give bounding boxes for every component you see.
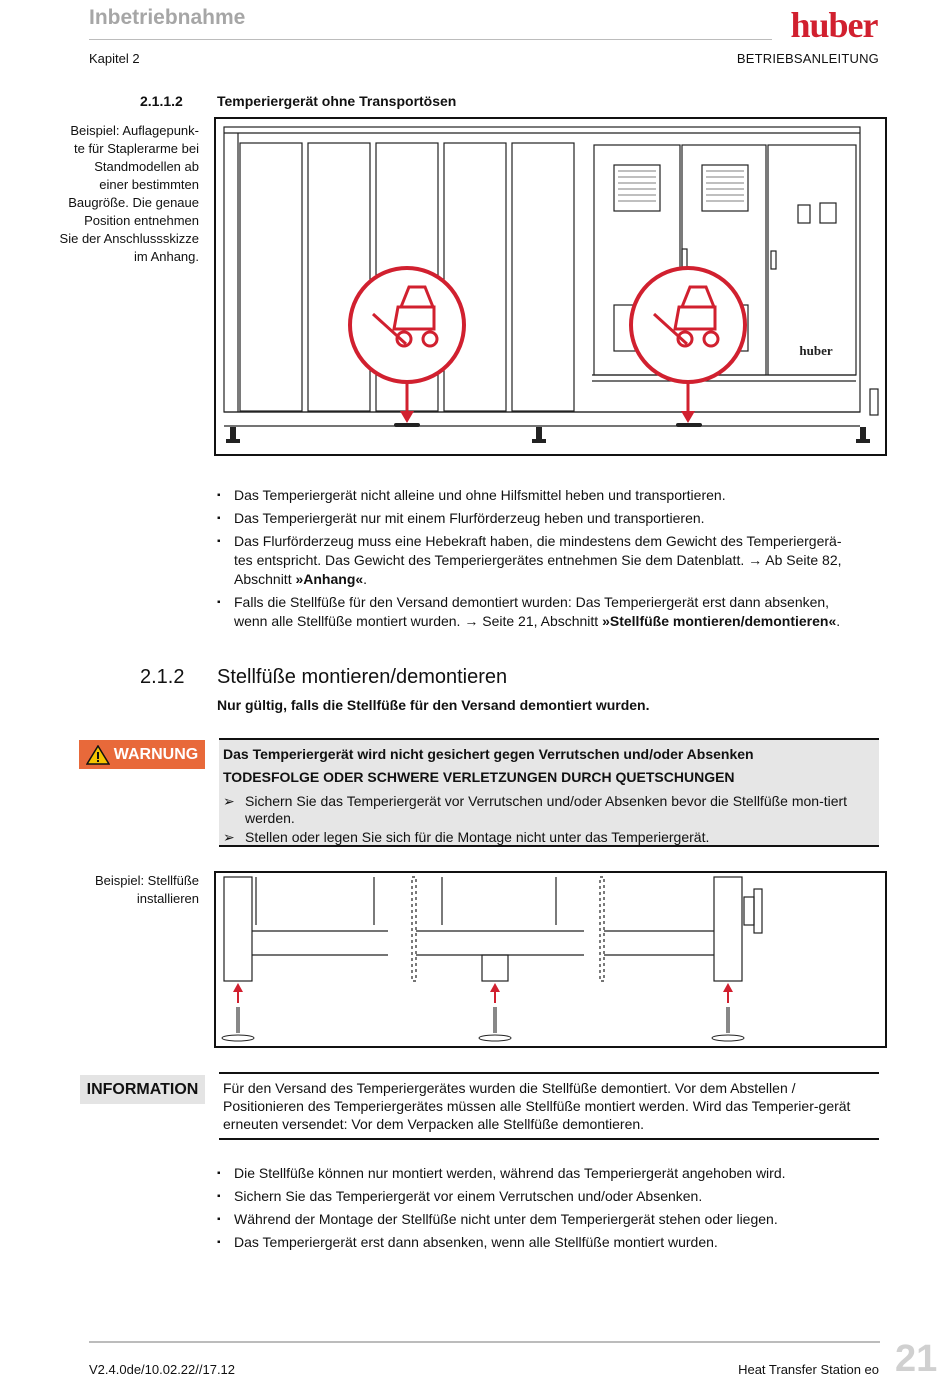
forklift-lift-points-figure [214, 117, 887, 456]
section-title: Temperiergerät ohne Transportösen [217, 93, 457, 109]
feet-instructions-list [217, 1164, 882, 1256]
panel-logo-text: huber [799, 343, 833, 358]
section-subtitle: Nur gültig, falls die Stellfüße für den Versand demontiert wurden. [217, 697, 650, 713]
list-item: ▪ Die Stellfüße können nur montiert werden, während das Temperiergerät angehoben wird. [217, 1164, 882, 1183]
header-rule [89, 39, 772, 40]
warning-heading: Das Temperiergerät wird nicht gesichert gegen Verrutschen und/oder Absenken [223, 746, 754, 762]
svg-text:huber: huber [790, 7, 878, 43]
feet-installation-figure [214, 871, 887, 1048]
warning-measures [223, 793, 873, 848]
footer-rule [89, 1341, 880, 1343]
section-title: Stellfüße montieren/demontieren [217, 666, 508, 688]
chapter-header-title: Inbetriebnahme [89, 6, 246, 29]
list-item: ▪ Falls die Stellfüße für den Versand demontiert wurden: Das Temperiergerät erst dann absenken, wenn alle Stellfüße montiert wurden. → Seite 21, Abschnitt »Stellfüße montieren/demontieren«. [217, 593, 882, 631]
manual-label: BETRIEBSANLEITUNG [736, 51, 879, 66]
link-anhang[interactable]: »Anhang« [295, 571, 364, 587]
warning-measure-item: ➢ Stellen oder legen Sie sich für die Montage nicht unter das Temperiergerät. [223, 829, 873, 846]
list-item: ▪ Das Temperiergerät nur mit einem Flurförderzeug heben und transportieren. [217, 509, 882, 528]
link-stellfuesse[interactable]: »Stellfüße montieren/demontieren« [602, 613, 837, 629]
huber-logo [788, 7, 880, 43]
information-text: Für den Versand des Temperiergerätes wurden die Stellfüße demontiert. Vor dem Abstellen / Positionieren des Temperiergerätes müssen alle Stellfüße montiert werden. Wird das Temperier-gerät erneuten versendet: Vor dem Verpacken alle Stellfüße demontieren. [223, 1080, 851, 1132]
forklift-icon-left [350, 268, 464, 423]
foot-middle [479, 983, 511, 1041]
footer-product: Heat Transfer Station eo [738, 1362, 879, 1377]
list-item: ▪ Das Temperiergerät erst dann absenken, wenn alle Stellfüße montiert wurden. [217, 1233, 882, 1252]
section-number: 2.1.2 [140, 666, 185, 688]
forklift-icon-right [631, 268, 745, 423]
list-item: ▪ Sichern Sie das Temperiergerät vor einem Verrutschen und/oder Absenken. [217, 1187, 882, 1206]
list-item: ▪ Das Temperiergerät nicht alleine und ohne Hilfsmittel heben und transportieren. [217, 486, 882, 505]
unit-drawing [216, 119, 885, 454]
footer-version: V2.4.0de/10.02.22//17.12 [89, 1362, 236, 1377]
warning-measure-item: ➢ Sichern Sie das Temperiergerät vor Verrutschen und/oder Absenken bevor die Stellfüße mon-tiert werden. [223, 793, 873, 827]
foot-right [712, 983, 744, 1041]
feet-drawing [216, 873, 885, 1046]
figure-margin-note: Beispiel: Auflagepunk- te für Staplerarme bei Standmodellen ab einer bestimmten Baugröße. Die genaue Position entnehmen Sie der Anschlussskizze im Anhang. [59, 123, 199, 264]
section-number: 2.1.1.2 [140, 93, 183, 109]
chapter-label: Kapitel 2 [89, 51, 140, 66]
warning-badge: WARNUNG [79, 740, 205, 769]
page-number: 21 [895, 1338, 938, 1380]
foot-left [222, 983, 254, 1041]
information-badge: INFORMATION [80, 1075, 205, 1104]
list-item: ▪ Während der Montage der Stellfüße nicht unter dem Temperiergerät stehen oder liegen. [217, 1210, 882, 1229]
figure-margin-note: Beispiel: Stellfüße installieren [94, 873, 199, 906]
lifting-instructions-list [217, 486, 882, 635]
warning-triangle-icon [86, 745, 110, 765]
list-item: ▪ Das Flurförderzeug muss eine Hebekraft haben, die mindestens dem Gewicht des Temperiergerä- tes entspricht. Das Gewicht des Temperiergerätes entnehmen Sie dem Datenblatt. → Ab Seite 82, Abschnitt »Anhang«. [217, 532, 882, 589]
warning-consequence: TODESFOLGE ODER SCHWERE VERLETZUNGEN DURCH QUETSCHUNGEN [223, 769, 735, 785]
